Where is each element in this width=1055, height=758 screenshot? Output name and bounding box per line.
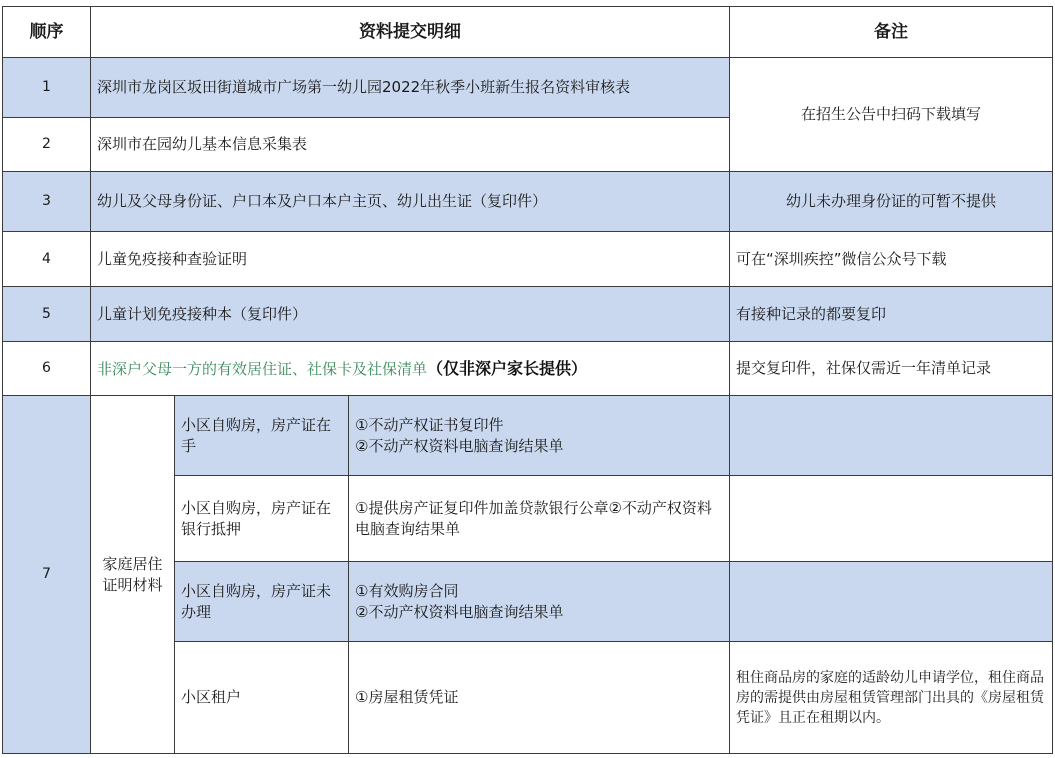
non-local-text: 非深户父母一方的有效居住证、社保卡及社保清单 [97,359,428,378]
row-index: 6 [3,342,91,396]
row-detail: 幼儿及父母身份证、户口本及户口本户主页、幼儿出生证（复印件） [91,172,730,232]
table-row [3,58,1053,118]
header-note: 备注 [730,7,1053,58]
header-row [3,7,1053,58]
housing-note [730,396,1053,476]
row-detail: 儿童计划免疫接种本（复印件） [91,287,730,342]
housing-situation: 小区自购房，房产证在银行抵押 [175,476,349,562]
non-local-emphasis: （仅非深户家长提供） [427,358,588,378]
header-index: 顺序 [3,7,91,58]
row-detail: 深圳市龙岗区坂田街道城市广场第一幼儿园2022年秋季小班新生报名资料审核表 [91,58,730,118]
row-detail [91,342,730,396]
row-index: 2 [3,118,91,172]
row-note: 幼儿未办理身份证的可暂不提供 [730,172,1053,232]
table-row [3,342,1053,396]
table-row [3,396,1053,476]
housing-note [730,562,1053,642]
row-index: 7 [3,396,91,754]
row-index: 4 [3,232,91,287]
housing-situation: 小区租户 [175,642,349,754]
row-note: 在招生公告中扫码下载填写 [730,58,1053,172]
table-row [3,287,1053,342]
housing-materials: ①房屋租赁凭证 [349,642,730,754]
housing-note: 租住商品房的家庭的适龄幼儿申请学位，租住商品房的需提供由房屋租赁管理部门出具的《房屋租赁凭证》且正在租期以内。 [730,642,1053,754]
row-note: 可在“深圳疾控”微信公众号下载 [730,232,1053,287]
housing-materials: ①有效购房合同 ②不动产权资料电脑查询结果单 [349,562,730,642]
table-row [3,172,1053,232]
header-detail: 资料提交明细 [91,7,730,58]
row-index: 3 [3,172,91,232]
housing-situation: 小区自购房，房产证在手 [175,396,349,476]
table-row [3,232,1053,287]
row-note: 提交复印件，社保仅需近一年清单记录 [730,342,1053,396]
housing-note [730,476,1053,562]
housing-materials: ①提供房产证复印件加盖贷款银行公章②不动产权资料电脑查询结果单 [349,476,730,562]
housing-situation: 小区自购房，房产证未办理 [175,562,349,642]
housing-category: 家庭居住证明材料 [91,396,175,754]
row-index: 5 [3,287,91,342]
materials-table [2,6,1053,754]
row-detail: 深圳市在园幼儿基本信息采集表 [91,118,730,172]
row-note: 有接种记录的都要复印 [730,287,1053,342]
row-detail: 儿童免疫接种查验证明 [91,232,730,287]
row-index: 1 [3,58,91,118]
housing-materials: ①不动产权证书复印件 ②不动产权资料电脑查询结果单 [349,396,730,476]
